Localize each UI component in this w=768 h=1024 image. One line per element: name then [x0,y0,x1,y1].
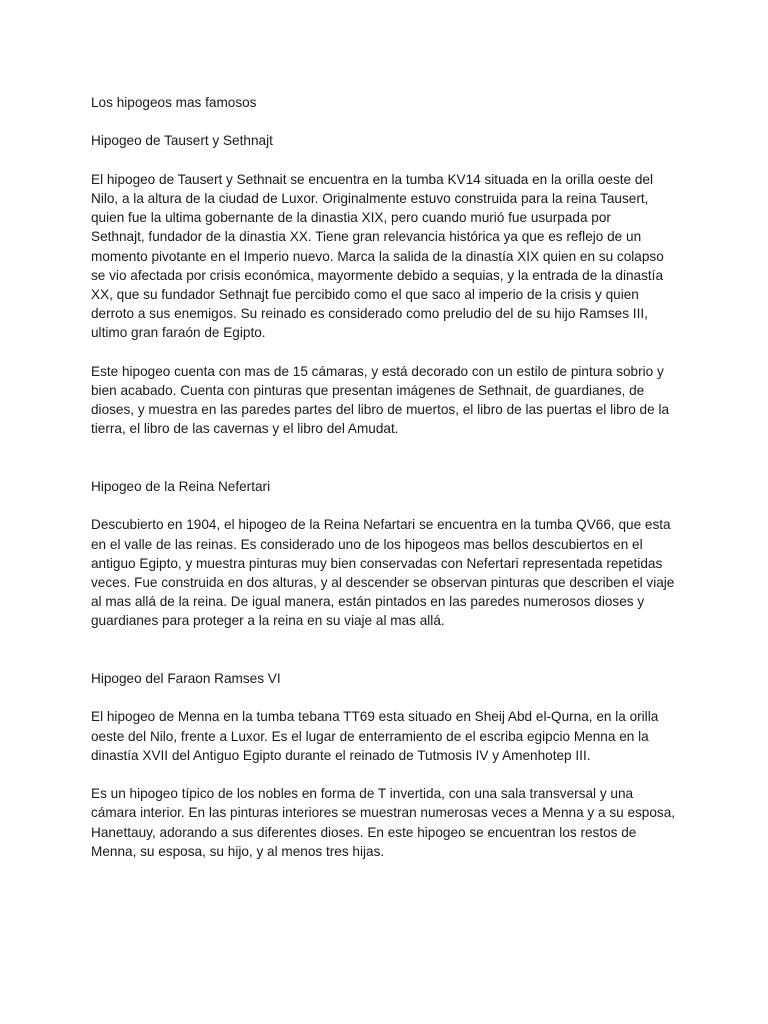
text-line: dinastía XVII del Antiguo Egipto durante el reinado de Tutmosis IV y Amenhotep III. [91,747,591,763]
text-line: quien fue la ultima gobernante de la dinastia XIX, pero cuando murió fue usurpada por [91,210,611,226]
section-heading-nefertari: Hipogeo de la Reina Nefertari [91,479,271,494]
text-line: al mas allá de la reina. De igual manera, están pintados en las paredes numerosos dioses y [91,594,645,610]
text-line: Menna, su esposa, su hijo, y al menos tres hijas. [91,843,385,859]
paragraph [91,362,691,439]
text-line: tierra, el libro de las cavernas y el libro del Amudat. [91,421,399,437]
text-line: Descubierto en 1904, el hipogeo de la Reina Nefartari se encuentra en la tumba QV66, que esta [91,517,671,533]
paragraph [91,707,691,765]
text-line: Es un hipogeo típico de los nobles en forma de T invertida, con una sala transversal y una [91,786,634,802]
text-line: antiguo Egipto, y muestra pinturas muy bien conservadas con Nefertari representada repetidas [91,555,663,571]
text-line: cámara interior. En las pinturas interiores se muestran numerosas veces a Menna y a su esposa, [91,805,676,821]
text-line: dioses, y muestra en las paredes partes del libro de muertos, el libro de las puertas el libro de la [91,402,670,418]
paragraph [91,784,691,861]
text-line: derroto a sus enemigos. Su reinado es considerado como preludio del de su hijo Ramses III, [91,306,648,322]
section-heading-ramses-vi: Hipogeo del Faraon Ramses VI [91,671,281,686]
text-line: en el valle de las reinas. Es considerado uno de los hipogeos mas bellos descubiertos en el [91,536,643,552]
text-line: Nilo, a la altura de la ciudad de Luxor. Originalmente estuvo construida para la reina Tausert, [91,190,649,206]
text-line: bien acabado. Cuenta con pinturas que presentan imágenes de Sethnait, de guardianes, de [91,383,645,398]
text-line: Hanettauy, adorando a sus diferentes dioses. En este hipogeo se encuentran los restos de [91,824,637,840]
text-line: El hipogeo de Tausert y Sethnait se encuentra en la tumba KV14 situada en la orilla oeste del [91,171,653,187]
text-line: se vio afectada por crisis económica, mayormente debido a sequias, y la entrada de la dinastía [91,267,664,283]
text-line: momento pivotante en el Imperio nuevo. Marca la salida de la dinastía XIX quien en su colapso [91,248,664,264]
text-line: oeste del Nilo, frente a Luxor. Es el lugar de enterramiento de el escriba egipcio Menna en la [91,728,649,744]
document-title: Los hipogeos mas famosos [91,95,257,110]
text-line: guardianes para proteger a la reina en su viaje al mas allá. [91,613,445,629]
text-line: Este hipogeo cuenta con mas de 15 cámaras, y está decorado con un estilo de pintura sobrio y [91,363,664,379]
text-line: veces. Fue construida en dos alturas, y al descender se observan pinturas que describen el viaje [91,575,675,590]
text-line: XX, que su fundador Sethnajt fue percibido como el que saco al imperio de la crisis y quien [91,287,639,302]
section-heading-tausert: Hipogeo de Tausert y Sethnajt [91,133,273,149]
text-line: Sethnajt, fundador de la dinastia XX. Tiene gran relevancia histórica ya que es reflejo de un [91,229,642,245]
text-line: El hipogeo de Menna en la tumba tebana TT69 esta situado en Sheij Abd el-Qurna, en la orilla [91,709,659,725]
document-body [91,93,691,880]
paragraph [91,170,691,343]
paragraph [91,515,691,630]
text-line: ultimo gran faraón de Egipto. [91,325,266,341]
